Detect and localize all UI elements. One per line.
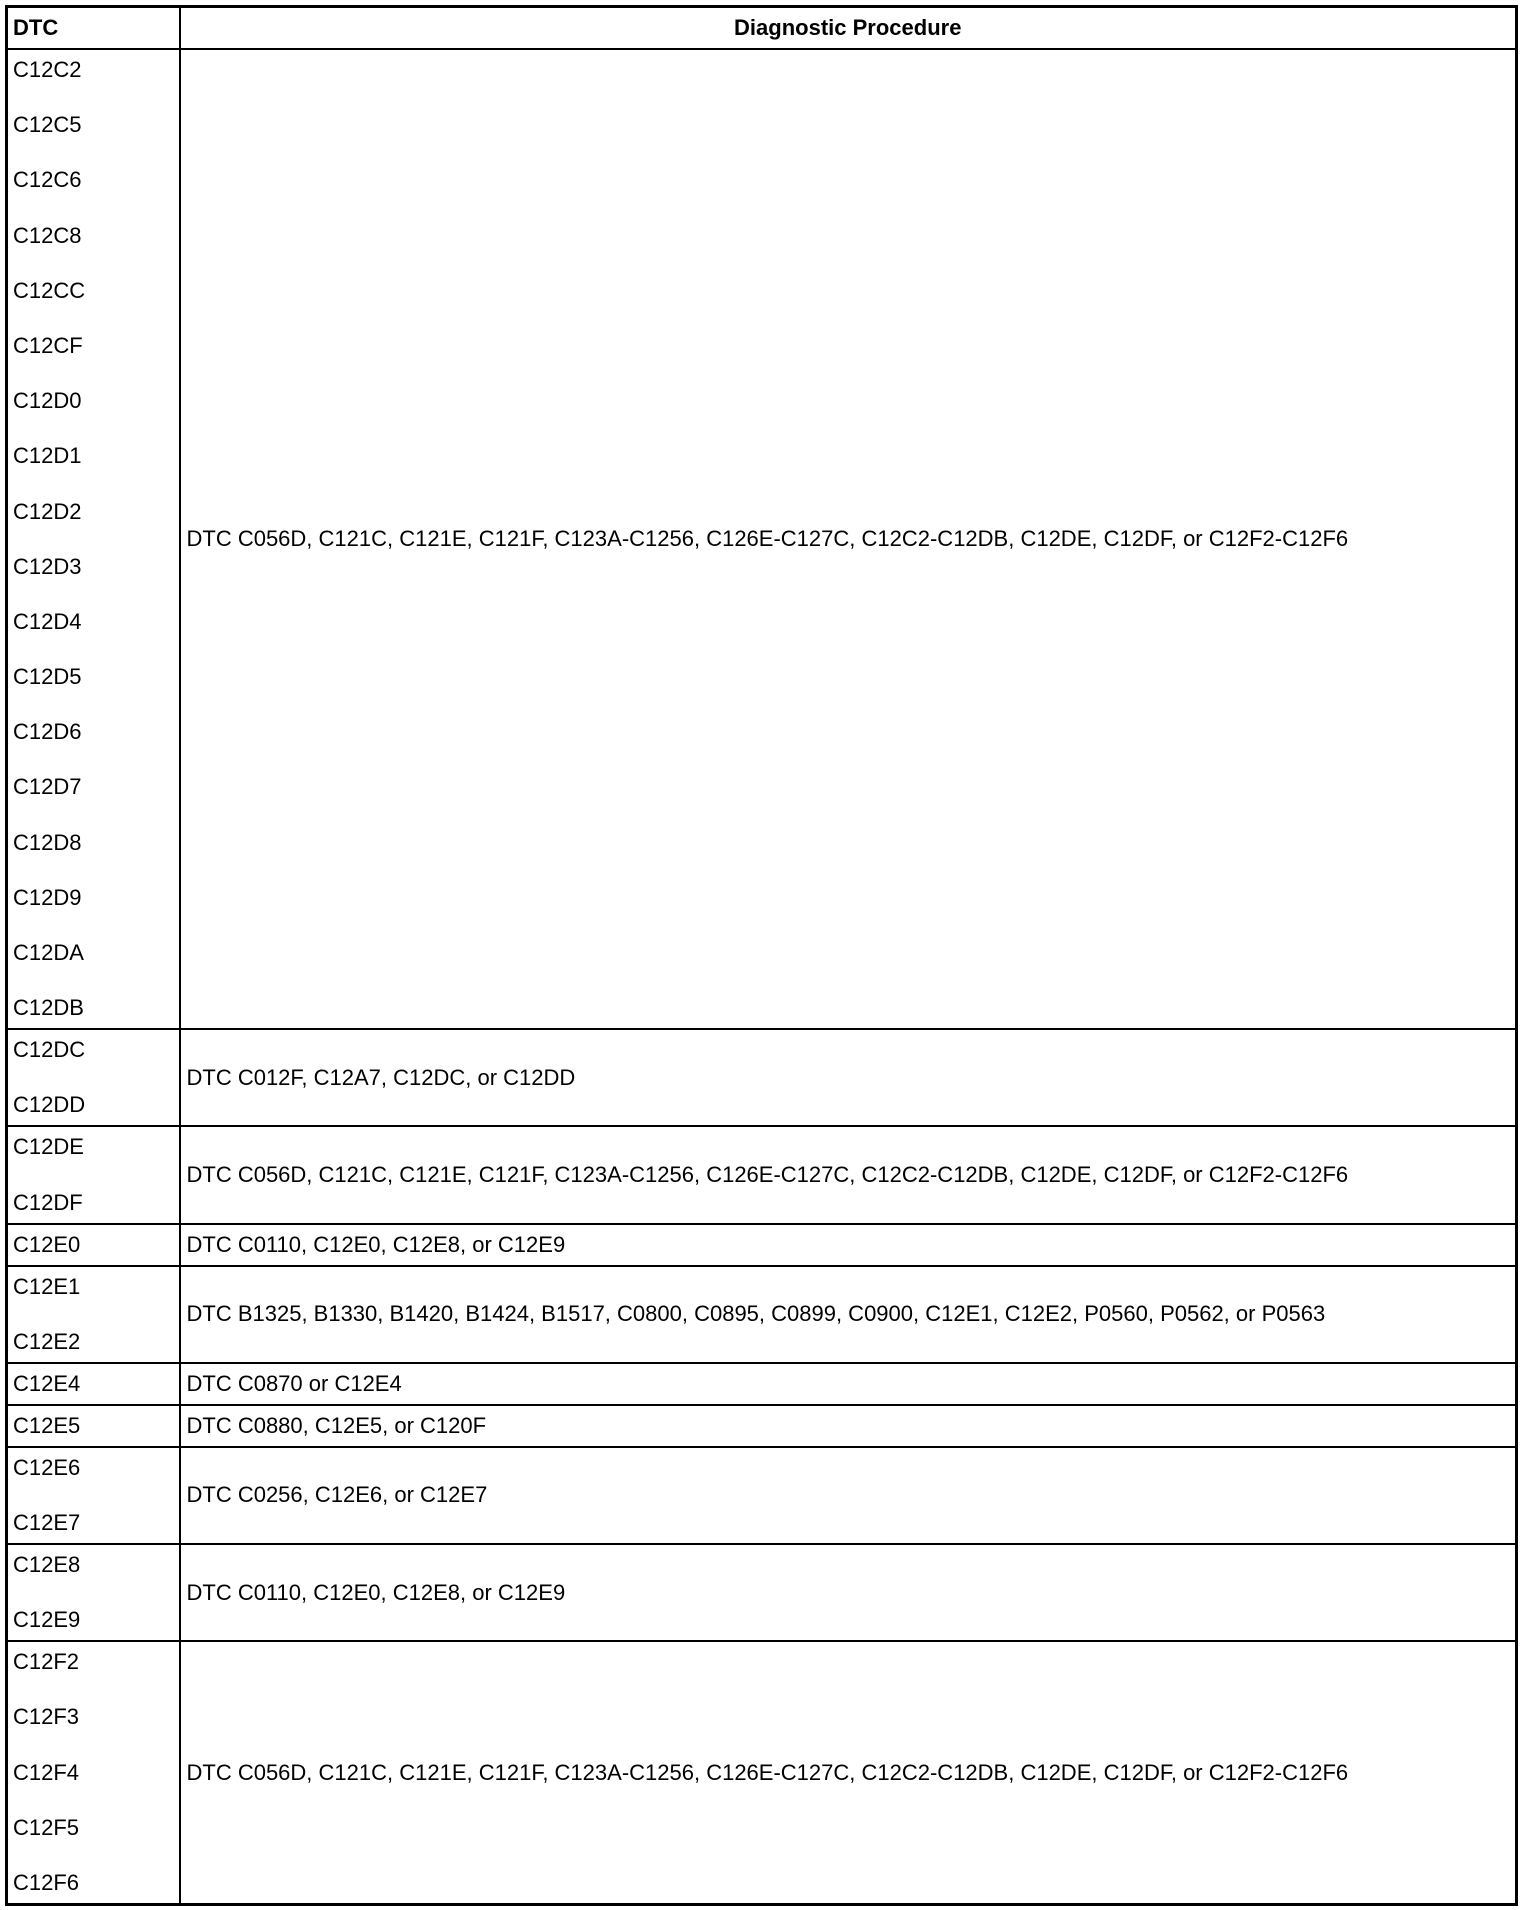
diagnostic-procedure-cell: DTC C0880, C12E5, or C120F — [180, 1405, 1517, 1447]
dtc-codes-cell — [7, 1641, 180, 1904]
dtc-code: C12E6 — [13, 1454, 81, 1480]
dtc-code: C12C6 — [13, 167, 82, 193]
dtc-codes-cell — [7, 1126, 180, 1223]
diagnostic-procedure-cell: DTC C0256, C12E6, or C12E7 — [180, 1447, 1517, 1544]
dtc-table-container — [5, 5, 1518, 1906]
dtc-code: C12E9 — [13, 1607, 81, 1633]
dtc-code: C12C2 — [13, 57, 82, 82]
diagnostic-procedure-cell: DTC C056D, C121C, C121E, C121F, C123A-C1256, C126E-C127C, C12C2-C12DB, C12DE, C12DF, or C12F2-C12F6 — [180, 1126, 1517, 1223]
dtc-code: C12D2 — [13, 498, 82, 524]
diagnostic-procedure-cell: DTC C0870 or C12E4 — [180, 1363, 1517, 1405]
dtc-code: C12D9 — [13, 884, 82, 910]
dtc-code: C12E8 — [13, 1551, 81, 1577]
table-row — [7, 1126, 1517, 1223]
diagnostic-procedure-cell: DTC C0110, C12E0, C12E8, or C12E9 — [180, 1224, 1517, 1266]
dtc-codes-cell — [7, 1405, 180, 1447]
dtc-code: C12D3 — [13, 553, 82, 579]
table-header-row — [7, 7, 1517, 50]
dtc-code: C12D8 — [13, 829, 82, 855]
dtc-code: C12E7 — [13, 1509, 81, 1535]
dtc-code: C12DD — [13, 1092, 86, 1118]
dtc-code: C12DF — [13, 1189, 83, 1215]
table-row — [7, 1029, 1517, 1126]
dtc-code: C12D0 — [13, 388, 82, 414]
dtc-code: C12E1 — [13, 1273, 81, 1299]
diagnostic-procedure-cell: DTC C0110, C12E0, C12E8, or C12E9 — [180, 1544, 1517, 1641]
dtc-code: C12E0 — [13, 1231, 81, 1257]
dtc-code: C12E4 — [13, 1370, 81, 1396]
dtc-codes-cell — [7, 49, 180, 1029]
dtc-codes-cell — [7, 1224, 180, 1266]
dtc-code: C12DC — [13, 1037, 86, 1063]
dtc-code: C12C5 — [13, 112, 82, 138]
diagnostic-procedure-cell: DTC C012F, C12A7, C12DC, or C12DD — [180, 1029, 1517, 1126]
dtc-code: C12F6 — [13, 1869, 80, 1895]
table-row — [7, 1224, 1517, 1266]
dtc-code: C12CC — [13, 277, 86, 303]
dtc-code: C12DB — [13, 995, 84, 1021]
dtc-code: C12D5 — [13, 664, 82, 690]
table-row — [7, 49, 1517, 1029]
dtc-code: C12F5 — [13, 1814, 80, 1840]
dtc-code: C12E2 — [13, 1328, 81, 1354]
dtc-codes-cell — [7, 1363, 180, 1405]
diagnostic-procedure-cell: DTC B1325, B1330, B1420, B1424, B1517, C0800, C0895, C0899, C0900, C12E1, C12E2, P0560, P0562, or P0563 — [180, 1266, 1517, 1363]
table-row — [7, 1544, 1517, 1641]
dtc-codes-cell — [7, 1029, 180, 1126]
dtc-table — [5, 5, 1518, 1906]
dtc-codes-cell — [7, 1544, 180, 1641]
dtc-code: C12D1 — [13, 443, 82, 469]
dtc-code: C12F2 — [13, 1649, 80, 1675]
diagnostic-procedure-cell: DTC C056D, C121C, C121E, C121F, C123A-C1256, C126E-C127C, C12C2-C12DB, C12DE, C12DF, or C12F2-C12F6 — [180, 1641, 1517, 1904]
dtc-code: C12D6 — [13, 719, 82, 745]
dtc-code: C12F3 — [13, 1704, 80, 1730]
dtc-codes-cell — [7, 1266, 180, 1363]
diagnostic-procedure-column-header: Diagnostic Procedure — [180, 7, 1517, 50]
dtc-code: C12DA — [13, 940, 84, 965]
table-row — [7, 1266, 1517, 1363]
dtc-code: C12F4 — [13, 1759, 80, 1785]
dtc-codes-cell — [7, 1447, 180, 1544]
table-row — [7, 1405, 1517, 1447]
table-row — [7, 1363, 1517, 1405]
table-row — [7, 1641, 1517, 1904]
diagnostic-procedure-cell: DTC C056D, C121C, C121E, C121F, C123A-C1256, C126E-C127C, C12C2-C12DB, C12DE, C12DF, or C12F2-C12F6 — [180, 49, 1517, 1029]
dtc-code: C12DE — [13, 1134, 84, 1160]
dtc-code: C12D4 — [13, 608, 82, 634]
dtc-column-header: DTC — [7, 7, 180, 50]
table-body — [7, 49, 1517, 1904]
dtc-code: C12D7 — [13, 774, 82, 800]
dtc-code: C12E5 — [13, 1412, 81, 1438]
table-row — [7, 1447, 1517, 1544]
dtc-code: C12CF — [13, 332, 83, 358]
dtc-code: C12C8 — [13, 222, 82, 248]
